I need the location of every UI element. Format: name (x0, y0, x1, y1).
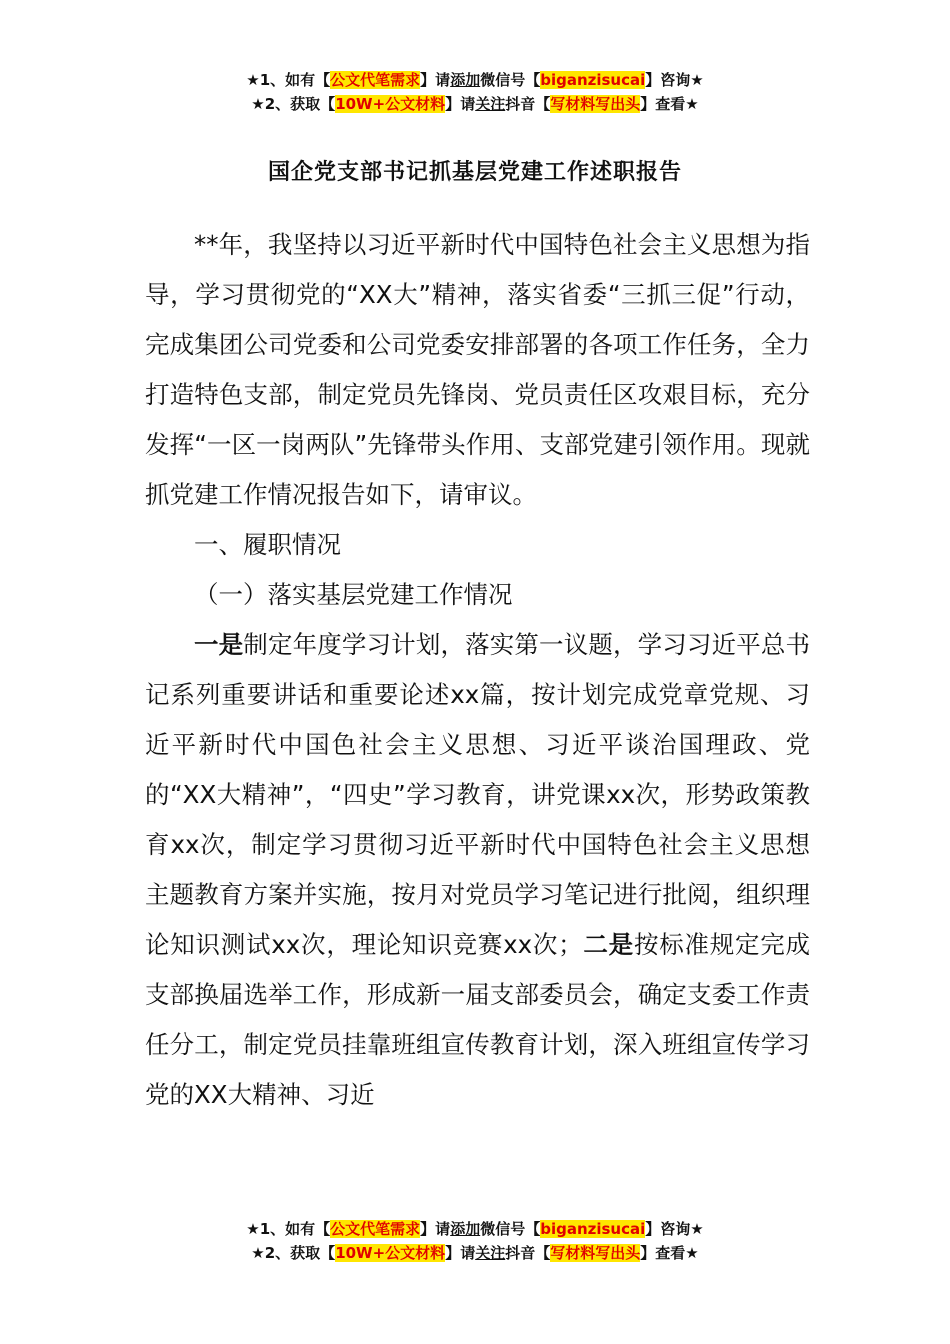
header-banner (0, 68, 950, 116)
point-text: 制定年度学习计划，落实第一议题，学习习近平总书记系列重要讲话和重要论述xx篇，按计划完成党章党规、习近平新时代中国色社会主义思想、习近平谈治国理政、党的“XX大精神”，“四史”学习教育，讲党课xx次，形势政策教育xx次，制定学习贯彻习近平新时代中国特色社会主义思想主题教育方案并实施，按月对党员学习笔记进行批阅，组织理论知识测试xx次，理论知识竞赛xx次； (145, 630, 811, 959)
banner-text: 】咨询★ (645, 1220, 704, 1238)
footer-banner (0, 1217, 950, 1265)
point-label: 一是 (194, 630, 244, 659)
banner-text: ★2、获取【 (251, 95, 336, 113)
point-label: 二是 (582, 930, 634, 959)
banner-highlight: 10W+公文材料 (335, 95, 446, 113)
wechat-id: biganzisucai (540, 1220, 646, 1238)
banner-underline: 添加 (450, 71, 481, 89)
banner-text: ★2、获取【 (251, 1244, 336, 1262)
banner-text: 】请 (445, 1244, 476, 1262)
douyin-id: 写材料写出头 (550, 95, 641, 113)
point-text: 按标准规定完成支部换届选举工作，形成新一届支部委员会，确定支委工作责任分工，制定党员挂靠班组宣传教育计划，深入班组宣传学习党的XX大精神、习近 (145, 930, 810, 1109)
banner-text: 】咨询★ (645, 71, 704, 89)
banner-text: 抖音【 (505, 1244, 551, 1262)
banner-line-1 (0, 1217, 950, 1241)
banner-underline: 添加 (450, 1220, 481, 1238)
banner-highlight: 公文代笔需求 (330, 1220, 421, 1238)
banner-text: 】请 (420, 1220, 451, 1238)
banner-highlight: 10W+公文材料 (335, 1244, 446, 1262)
banner-underline: 关注 (475, 95, 506, 113)
banner-line-1 (0, 68, 950, 92)
banner-highlight: 公文代笔需求 (330, 71, 421, 89)
banner-line-2 (0, 1241, 950, 1265)
document-title: 国企党支部书记抓基层党建工作述职报告 (267, 160, 682, 185)
banner-text: 】请 (420, 71, 451, 89)
wechat-id: biganzisucai (540, 71, 646, 89)
douyin-id: 写材料写出头 (550, 1244, 641, 1262)
banner-text: 抖音【 (505, 95, 551, 113)
section-heading: 一、履职情况 (194, 530, 341, 559)
paragraph-intro: **年，我坚持以习近平新时代中国特色社会主义思想为指导，学习贯彻党的“XX大”精神，落实省委“三抓三促”行动，完成集团公司党委和公司党委安排部署的各项工作任务，全力打造特色支部，制定党员先锋岗、党员责任区攻艰目标，充分发挥“一区一岗两队”先锋带头作用、支部党建引领作用。现就抓党建工作情况报告如下，请审议。 (145, 230, 810, 509)
banner-text: ★1、如有【 (246, 1220, 331, 1238)
banner-text: 微信号【 (480, 1220, 541, 1238)
banner-text: 】查看★ (640, 1244, 699, 1262)
subsection-heading: （一）落实基层党建工作情况 (194, 580, 513, 609)
banner-line-2 (0, 92, 950, 116)
banner-text: 微信号【 (480, 71, 541, 89)
banner-text: 】请 (445, 95, 476, 113)
banner-underline: 关注 (475, 1244, 506, 1262)
banner-text: 】查看★ (640, 95, 699, 113)
paragraph-content (145, 620, 810, 1120)
banner-text: ★1、如有【 (246, 71, 331, 89)
document-body (145, 220, 810, 1120)
